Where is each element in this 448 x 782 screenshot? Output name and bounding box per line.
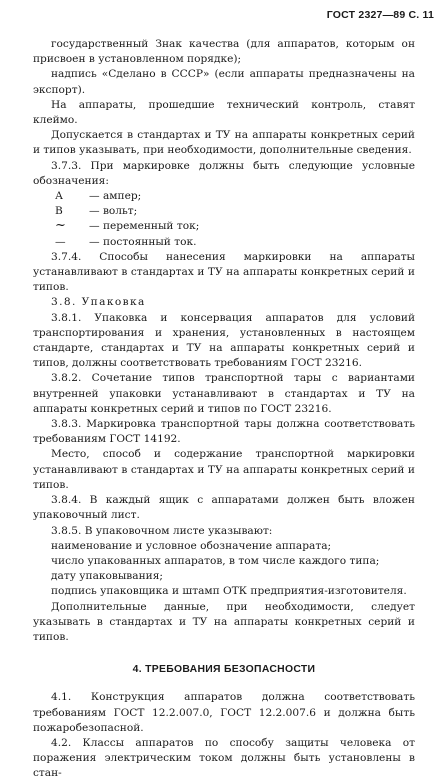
legend-item-volt: [33, 204, 415, 219]
legend-description: — постоянный ток.: [89, 235, 197, 248]
legend-symbol: А: [55, 190, 64, 203]
legend-description: — ампер;: [89, 190, 142, 203]
section-heading: 4. ТРЕБОВАНИЯ БЕЗОПАСНОСТИ: [132, 664, 316, 676]
list-item: дату упаковывания;: [51, 570, 163, 583]
legend-description: — переменный ток;: [89, 220, 200, 233]
paragraph: Допускается в стандартах и ТУ на аппараты конкретных серий и типов указывать, при необходимости, дополнительные сведения.: [33, 129, 415, 157]
list-item: число упакованных аппаратов, в том числе каждого типа;: [51, 554, 380, 567]
clause-3-8-title: 3.8. Упаковка: [51, 296, 146, 309]
clause-4-1: 4.1. Конструкция аппаратов должна соответствовать требованиям ГОСТ 12.2.007.0, ГОСТ 12.2.007.6 и должна быть пожаробезопасной.: [33, 691, 415, 734]
page-header: ГОСТ 2327—89 С. 11: [326, 9, 434, 21]
legend-item-direct-current: [33, 235, 415, 250]
document-body: [33, 37, 415, 782]
list-item: наименование и условное обозначение аппарата;: [51, 539, 332, 552]
legend-symbol: ~: [55, 218, 66, 234]
clause-3-7-4: 3.7.4. Способы нанесения маркировки на аппараты устанавливают в стандартах и ТУ на аппараты конкретных серий и типов.: [33, 250, 415, 294]
paragraph: государственный Знак качества (для аппаратов, которым он присвоен в установленном порядке);: [33, 38, 415, 66]
paragraph: Дополнительные данные, при необходимости, следует указывать в стандартах и ТУ на аппараты конкретных серий и типов.: [33, 600, 415, 643]
clause-3-8-4: 3.8.4. В каждый ящик с аппаратами должен быть вложен упаковочный лист.: [33, 494, 415, 522]
legend-symbol: В: [55, 205, 63, 218]
legend-symbol: —: [55, 235, 66, 248]
legend-description: — вольт;: [89, 205, 138, 218]
paragraph: На аппараты, прошедшие технический контроль, ставят клеймо.: [33, 98, 415, 127]
paragraph: надпись «Сделано в СССР» (если аппараты предназначены на экспорт).: [33, 68, 415, 96]
clause-4-2: 4.2. Классы аппаратов по способу защиты человека от поражения электрическим током должны быть установлены в стан-: [33, 736, 415, 780]
legend-item-ampere: [33, 189, 415, 204]
clause-3-8-1: 3.8.1. Упаковка и консервация аппаратов для условий транспортирования и хранения, установленных в настоящем стандарте, стандартах и ТУ на аппараты конкретных серий и типов, должны соответствовать требованиям ГОСТ 23216.: [33, 311, 415, 370]
clause-3-8-2: 3.8.2. Сочетание типов транспортной тары с вариантами внутренней упаковки устанавливают в стандартах и ТУ на аппараты конкретных серий и типов по ГОСТ 23216.: [33, 372, 415, 415]
clause-3-8-3: 3.8.3. Маркировка транспортной тары должна соответствовать требованиям ГОСТ 14192.: [33, 418, 415, 446]
paragraph: Место, способ и содержание транспортной маркировки устанавливают в стандартах и ТУ на аппараты конкретных серий и типов.: [33, 448, 415, 491]
clause-3-7-3: 3.7.3. При маркировке должны быть следующие условные обозначения:: [33, 159, 415, 187]
legend-item-alternating-current: [33, 219, 415, 234]
clause-3-8-5: 3.8.5. В упаковочном листе указывают:: [51, 524, 273, 537]
list-item: подпись упаковщика и штамп ОТК предприятия-изготовителя.: [51, 585, 407, 598]
